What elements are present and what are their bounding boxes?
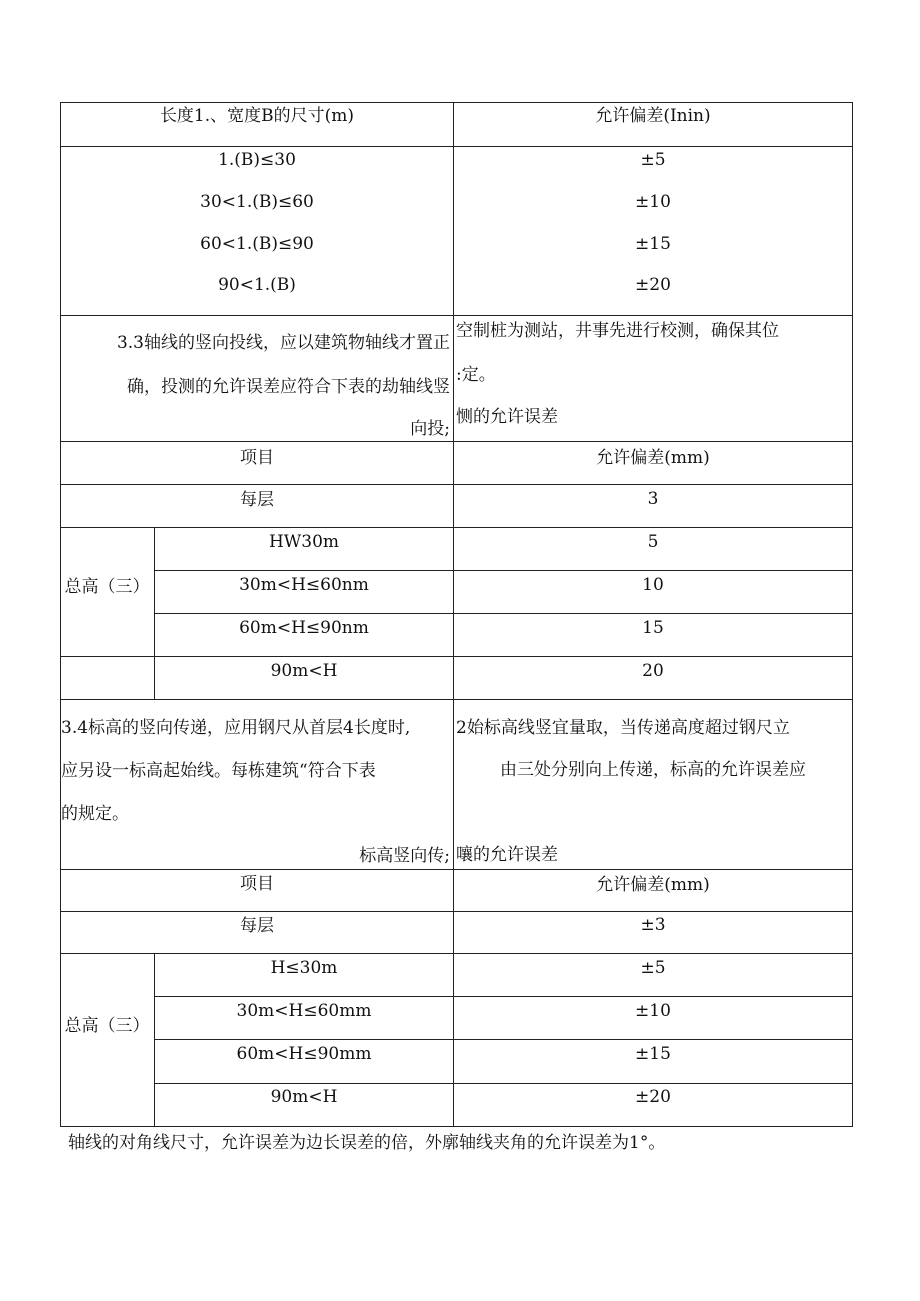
rule bbox=[154, 996, 853, 997]
table3-range: 60m<H≤90mm bbox=[236, 1044, 372, 1064]
table2-per-floor-value: 3 bbox=[647, 489, 659, 509]
rule bbox=[60, 911, 853, 912]
table3-per-floor-value: ±3 bbox=[640, 915, 666, 935]
table2-value: 20 bbox=[642, 661, 664, 681]
table2-range: 60m<H≤90nm bbox=[239, 618, 369, 638]
section33-left-line: 确，投测的允许误差应符合下表的劫轴线竖 bbox=[127, 377, 450, 397]
rule bbox=[60, 953, 853, 954]
table1-tolerance: ±15 bbox=[635, 234, 671, 254]
rule bbox=[154, 1083, 853, 1084]
table2-range: 30m<H≤60nm bbox=[239, 575, 369, 595]
rule bbox=[60, 699, 853, 700]
rule bbox=[60, 102, 853, 103]
table1-range: 90<1.(B) bbox=[218, 275, 296, 295]
section33-right-line: 空制桩为测站，井事先进行校测，确保其位 bbox=[456, 321, 779, 341]
rule bbox=[60, 656, 853, 657]
rule bbox=[60, 441, 853, 442]
section34-left-line: 标高竖向传; bbox=[359, 846, 450, 866]
section34-left-line: 的规定。 bbox=[61, 804, 129, 824]
table3-value: ±15 bbox=[635, 1044, 671, 1064]
table3-per-floor-label: 每层 bbox=[240, 916, 274, 936]
section33-right-line: 恻的允许误差 bbox=[456, 407, 558, 427]
table2-header-left: 项目 bbox=[240, 448, 274, 468]
rule bbox=[154, 1039, 853, 1040]
rule bbox=[60, 527, 853, 528]
section34-right-line: 由三处分别向上传递，标高的允许误差应 bbox=[500, 760, 806, 780]
table3-range: H≤30m bbox=[270, 958, 338, 978]
table-right-border bbox=[852, 102, 853, 1127]
table2-range: HW30m bbox=[268, 532, 340, 552]
rule bbox=[154, 613, 853, 614]
table1-tolerance: ±5 bbox=[640, 150, 666, 170]
section34-right-line: 2始标高线竖宜量取，当传递高度超过钢尺立 bbox=[456, 718, 790, 738]
table2-value: 5 bbox=[647, 532, 659, 552]
rule bbox=[60, 315, 853, 316]
table1-header-right: 允许偏差(Inin) bbox=[595, 106, 711, 126]
table2-range: 90m<H bbox=[270, 661, 338, 681]
rule bbox=[154, 570, 853, 571]
rule bbox=[60, 484, 853, 485]
section33-left-line: 向投; bbox=[410, 419, 450, 439]
section34-left-line: 应另设一标高起始线。每栋建筑“符合下表 bbox=[61, 761, 376, 781]
table3-range: 90m<H bbox=[270, 1087, 338, 1107]
footer-note: 轴线的对角线尺寸，允许误差为边长误差的倍，外廓轴线夹角的允许误差为1°。 bbox=[68, 1133, 666, 1153]
table2-per-floor-label: 每层 bbox=[240, 490, 274, 510]
table1-header-left: 长度1.、宽度B的尺寸(m) bbox=[159, 106, 355, 126]
table3-value: ±5 bbox=[640, 958, 666, 978]
rule bbox=[60, 869, 853, 870]
table1-tolerance: ±20 bbox=[635, 275, 671, 295]
section34-left-line: 3.4标高的竖向传递，应用钢尺从首层4长度时, bbox=[61, 718, 411, 738]
table2-value: 10 bbox=[642, 575, 664, 595]
rule bbox=[60, 1126, 853, 1127]
section34-right-line: 嚷的允许误差 bbox=[456, 845, 558, 865]
table1-range: 60<1.(B)≤90 bbox=[200, 234, 314, 254]
table-left-border bbox=[60, 102, 61, 1127]
table3-range: 30m<H≤60mm bbox=[236, 1001, 372, 1021]
table2-total-label: 总高（三） bbox=[64, 577, 150, 597]
section33-left-line: 3.3轴线的竖向投线，应以建筑物轴线才置正 bbox=[116, 333, 450, 353]
table3-header-left: 项目 bbox=[240, 874, 274, 894]
table3-total-label: 总高（三） bbox=[64, 1016, 150, 1036]
table2-header-right: 允许偏差(mm) bbox=[596, 448, 710, 468]
table3-value: ±10 bbox=[635, 1001, 671, 1021]
section33-right-line: :定。 bbox=[456, 365, 496, 385]
table1-tolerance: ±10 bbox=[635, 192, 671, 212]
table3-value: ±20 bbox=[635, 1087, 671, 1107]
table2-value: 15 bbox=[642, 618, 664, 638]
table1-range: 1.(B)≤30 bbox=[218, 150, 296, 170]
table3-header-right: 允许偏差(mm) bbox=[596, 875, 710, 895]
table1-range: 30<1.(B)≤60 bbox=[200, 192, 314, 212]
rule bbox=[60, 146, 853, 147]
